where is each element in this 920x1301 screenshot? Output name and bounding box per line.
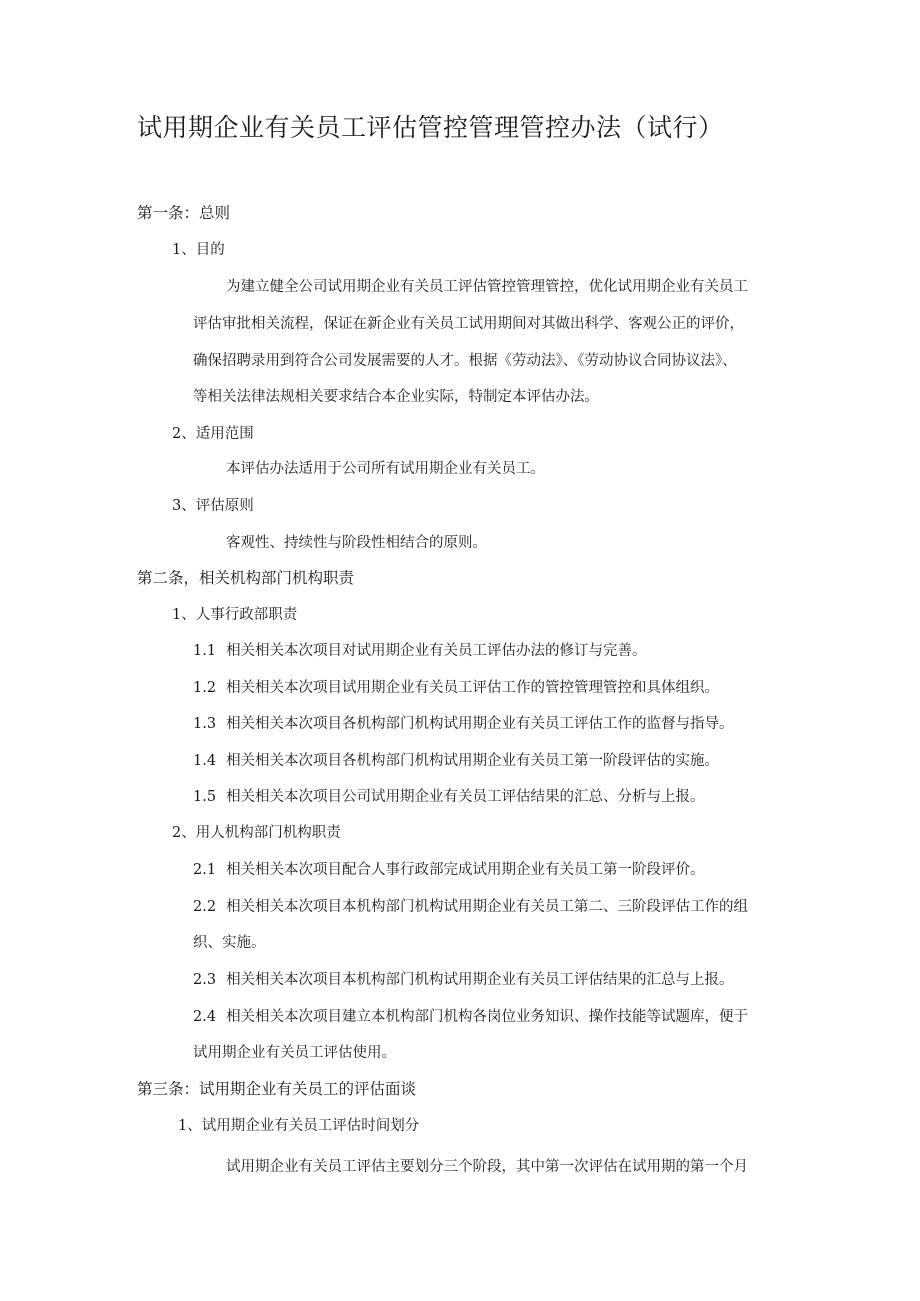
item-text: 相关相关本次项目试用期企业有关员工评估工作的管控管理管控和具体组织。 <box>226 680 720 696</box>
list-item <box>193 970 734 990</box>
item-number: 1.3 <box>193 716 217 732</box>
paragraph-line: 本评估办法适用于公司所有试用期企业有关员工。 <box>226 461 545 477</box>
list-item <box>193 860 705 880</box>
section-2-1-heading: 1、人事行政部职责 <box>172 607 298 623</box>
item-text: 相关相关本次项目配合人事行政部完成试用期企业有关员工第一阶段评价。 <box>226 862 705 878</box>
item-number: 2.3 <box>193 972 217 988</box>
paragraph-line: 试用期企业有关员工评估主要划分三个阶段，其中第一次评估在试用期的第一个月 <box>226 1159 748 1175</box>
item-number: 1.5 <box>193 789 217 805</box>
list-item <box>193 1007 748 1027</box>
list-item <box>193 787 705 807</box>
item-text: 相关相关本次项目各机构部门机构试用期企业有关员工第一阶段评估的实施。 <box>226 753 720 769</box>
item-number: 1.2 <box>193 680 217 696</box>
section-2-2-heading: 2、用人机构部门机构职责 <box>172 825 341 841</box>
paragraph-line: 为建立健全公司试用期企业有关员工评估管控管理管控，优化试用期企业有关员工 <box>226 279 748 295</box>
section-1-1-heading: 1、目的 <box>172 242 225 258</box>
paragraph-line: 客观性、持续性与阶段性相结合的原则。 <box>226 535 487 551</box>
item-text: 相关相关本次项目本机构部门机构试用期企业有关员工第二、三阶段评估工作的组 <box>226 899 749 915</box>
document-title: 试用期企业有关员工评估管控管理管控办法（试行） <box>137 113 724 142</box>
list-item <box>193 678 719 698</box>
article-1-heading: 第一条：总则 <box>137 204 231 222</box>
list-item-continuation: 织、实施。 <box>193 935 266 951</box>
item-text: 相关相关本次项目本机构部门机构试用期企业有关员工评估结果的汇总与上报。 <box>226 972 734 988</box>
section-3-1-heading: 1、试用期企业有关员工评估时间划分 <box>178 1118 420 1134</box>
item-number: 1.1 <box>193 643 217 659</box>
article-2-heading: 第二条，相关机构部门机构职责 <box>137 569 355 587</box>
item-text: 相关相关本次项目建立本机构部门机构各岗位业务知识、操作技能等试题库，便于 <box>226 1009 749 1025</box>
item-number: 2.4 <box>193 1009 217 1025</box>
list-item <box>193 714 734 734</box>
paragraph-line: 确保招聘录用到符合公司发展需要的人才。根据《劳动法》、《劳动协议合同协议法》、 <box>193 353 737 369</box>
item-text: 相关相关本次项目对试用期企业有关员工评估办法的修订与完善。 <box>226 643 647 659</box>
list-item <box>193 641 647 661</box>
item-number: 2.2 <box>193 899 217 915</box>
item-text: 相关相关本次项目各机构部门机构试用期企业有关员工评估工作的监督与指导。 <box>226 716 734 732</box>
article-3-heading: 第三条：试用期企业有关员工的评估面谈 <box>137 1080 417 1098</box>
item-number: 2.1 <box>193 862 217 878</box>
section-1-3-heading: 3、评估原则 <box>172 498 254 514</box>
list-item <box>193 751 719 771</box>
paragraph-line: 等相关法律法规相关要求结合本企业实际，特制定本评估办法。 <box>193 389 599 405</box>
item-text: 相关相关本次项目公司试用期企业有关员工评估结果的汇总、分析与上报。 <box>226 789 705 805</box>
paragraph-line: 评估审批相关流程，保证在新企业有关员工试用期间对其做出科学、客观公正的评价， <box>193 316 744 332</box>
list-item <box>193 897 748 917</box>
item-number: 1.4 <box>193 753 217 769</box>
list-item-continuation: 试用期企业有关员工评估使用。 <box>193 1045 396 1061</box>
section-1-2-heading: 2、适用范围 <box>172 426 254 442</box>
